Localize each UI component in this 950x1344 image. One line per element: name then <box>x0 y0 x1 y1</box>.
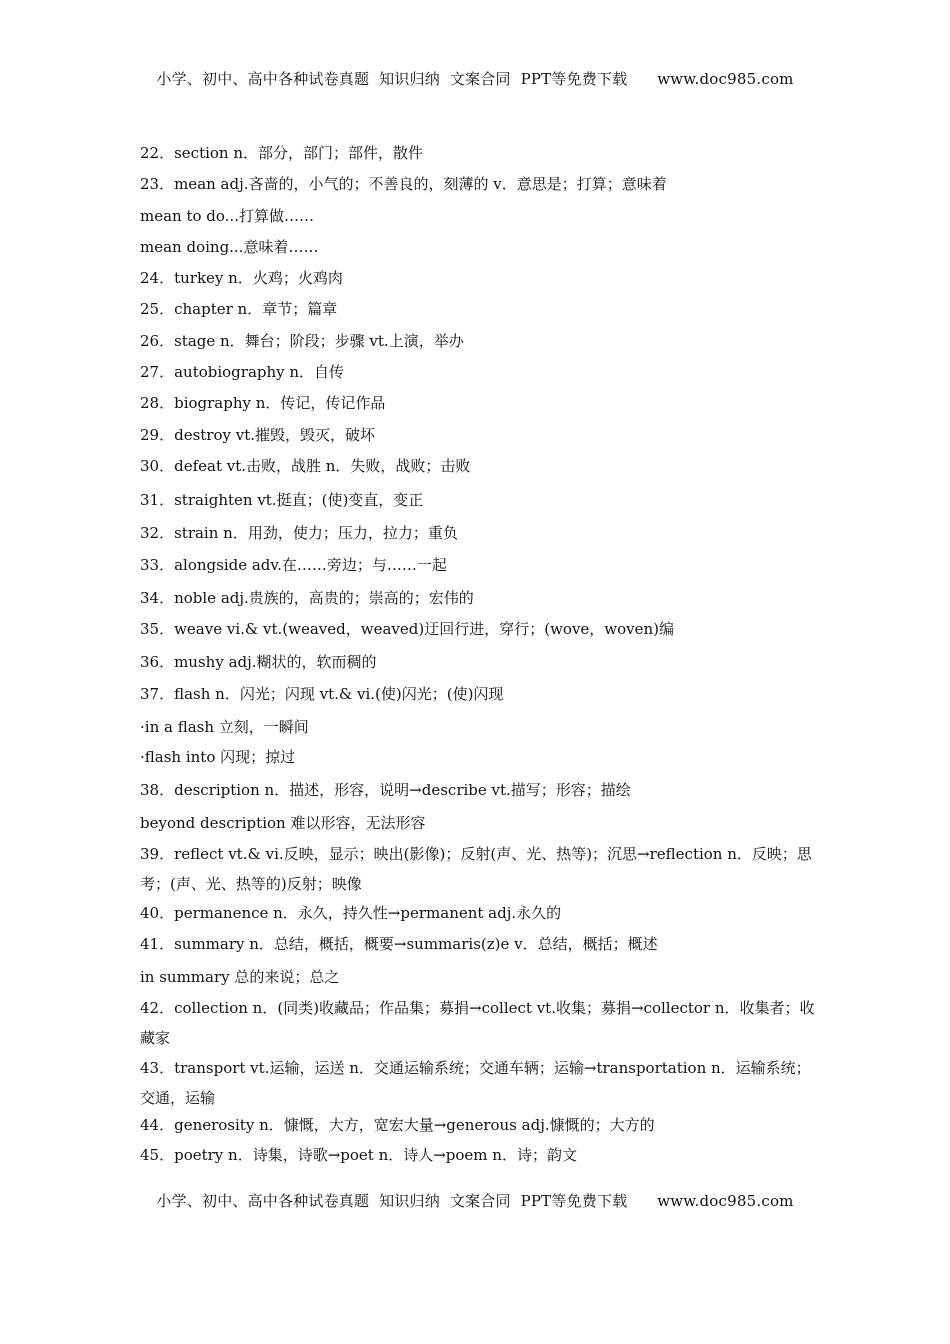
vocabulary-list <box>140 141 824 1173</box>
vocab-phrase: mean doing...意味着…… <box>140 237 319 256</box>
vocab-phrase: ·flash into 闪现；掠过 <box>140 747 296 766</box>
vocab-entry-40: 40．permanence n．永久，持久性→permanent adj.永久的 <box>140 903 562 922</box>
vocab-entry-30: 30．defeat vt.击败，战胜 n．失败，战败；击败 <box>140 456 471 475</box>
vocab-entry-32: 32．strain n．用劲，使力；压力，拉力；重负 <box>140 523 458 542</box>
vocab-entry-33: 33．alongside adv.在……旁边；与……一起 <box>140 555 447 574</box>
page-header: 小学、初中、高中各种试卷真题 知识归纳 文案合同 PPT等免费下载 www.doc985.com <box>156 70 794 88</box>
vocab-entry-41: 41．summary n．总结，概括，概要→summaris(z)e v．总结，概括；概述 <box>140 934 658 953</box>
vocab-phrase: in summary 总的来说；总之 <box>140 967 340 986</box>
vocab-entry-24: 24．turkey n．火鸡；火鸡肉 <box>140 269 343 288</box>
vocab-phrase: beyond description 难以形容，无法形容 <box>140 813 426 832</box>
vocab-entry-28: 28．biography n．传记，传记作品 <box>140 394 386 413</box>
vocab-entry-45: 45．poetry n．诗集，诗歌→poet n．诗人→poem n．诗；韵文 <box>140 1145 577 1164</box>
vocab-entry-42: 42．collection n．(同类)收藏品；作品集；募捐→collect vt.收集；募捐→collector n．收集者；收藏家 <box>140 998 815 1047</box>
vocab-entry-43: 43．transport vt.运输，运送 n．交通运输系统；交通车辆；运输→transportation n．运输系统；交通，运输 <box>140 1058 811 1107</box>
vocab-phrase: mean to do...打算做…… <box>140 206 314 225</box>
vocab-entry-29: 29．destroy vt.摧毁，毁灭，破坏 <box>140 425 376 444</box>
vocab-entry-34: 34．noble adj.贵族的，高贵的；崇高的；宏伟的 <box>140 588 474 607</box>
vocab-entry-35: 35．weave vi.& vt.(weaved，weaved)迂回行进，穿行；(wove，woven)编 <box>140 619 675 638</box>
vocab-entry-26: 26．stage n．舞台；阶段；步骤 vt.上演，举办 <box>140 331 464 350</box>
vocab-entry-39: 39．reflect vt.& vi.反映，显示；映出(影像)；反射(声、光、热等)；沉思→reflection n．反映；思考；(声、光、热等的)反射；映像 <box>140 844 812 893</box>
vocab-entry-25: 25．chapter n．章节；篇章 <box>140 300 338 319</box>
page-footer: 小学、初中、高中各种试卷真题 知识归纳 文案合同 PPT等免费下载 www.doc985.com <box>156 1192 794 1210</box>
vocab-phrase: ·in a flash 立刻，一瞬间 <box>140 717 309 736</box>
vocab-entry-27: 27．autobiography n．自传 <box>140 363 345 382</box>
vocab-entry-38: 38．description n．描述，形容，说明→describe vt.描写；形容；描绘 <box>140 780 631 799</box>
vocab-entry-44: 44．generosity n．慷慨，大方，宽宏大量→generous adj.慷慨的；大方的 <box>140 1115 655 1134</box>
vocab-entry-37: 37．flash n．闪光；闪现 vt.& vi.(使)闪光；(使)闪现 <box>140 684 504 703</box>
vocab-entry-31: 31．straighten vt.挺直；(使)变直，变正 <box>140 490 424 509</box>
vocab-entry-22: 22．section n．部分，部门；部件，散件 <box>140 144 424 162</box>
vocab-entry-23: 23．mean adj.吝啬的，小气的；不善良的，刻薄的 v．意思是；打算；意味着 <box>140 175 667 194</box>
vocab-entry-36: 36．mushy adj.糊状的，软而稠的 <box>140 652 377 671</box>
